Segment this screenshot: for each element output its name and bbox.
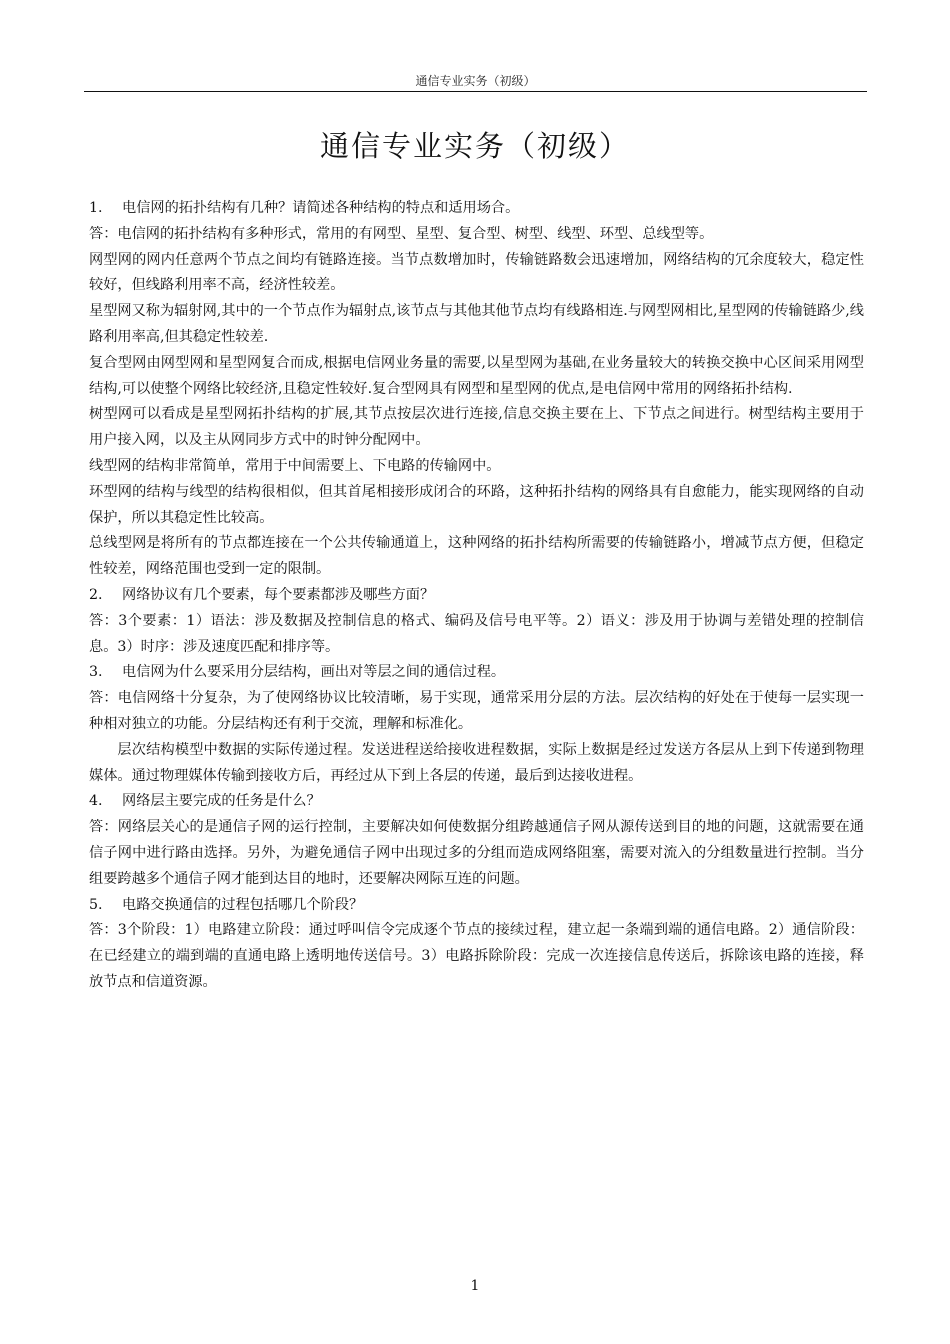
question-number: 5. xyxy=(89,896,103,913)
question-number: 2. xyxy=(89,586,103,603)
question-text: 电信网的拓扑结构有几种？请简述各种结构的特点和适用场合。 xyxy=(122,200,520,216)
answer-paragraph: 总线型网是将所有的节点都连接在一个公共传输通道上，这种网络的拓扑结构所需要的传输链路小，增减节点方便，但稳定性较差，网络范围也受到一定的限制。 xyxy=(89,535,864,578)
answer-paragraph: 答：网络层关心的是通信子网的运行控制，主要解决如何使数据分组跨越通信子网从源传送到目的地的问题，这就需要在通信子网中进行路由选择。另外，为避免通信子网中出现过多的分组而造成网络阻塞，需要对流入的分组数量进行控制。当分组要跨越多个通信子网才能到达目的地时，还要解决网际互连的问题。 xyxy=(89,819,864,887)
page-number: 1 xyxy=(470,1278,480,1294)
question-text: 网络协议有几个要素，每个要素都涉及哪些方面？ xyxy=(122,586,435,603)
question-4 xyxy=(89,789,864,815)
answer-paragraph: 答：3个阶段：1）电路建立阶段：通过呼叫信令完成逐个节点的接续过程，建立起一条端到端的通信电路。2）通信阶段：在已经建立的端到端的直通电路上透明地传送信号。3）电路拆除阶段：完成一次连接信息传送后，拆除该电路的连接，释放节点和信道资源。 xyxy=(89,922,864,990)
question-text: 网络层主要完成的任务是什么？ xyxy=(122,793,321,810)
answer-paragraph: 层次结构模型中数据的实际传递过程。发送进程送给接收进程数据，实际上数据是经过发送方各层从上到下传递到物理媒体。通过物理媒体传输到接收方后，再经过从下到上各层的传递，最后到达接收进程。 xyxy=(89,741,864,784)
question-number: 1. xyxy=(89,200,103,216)
answer-paragraph: 答：3个要素：1）语法：涉及数据及控制信息的格式、编码及信号电平等。2）语义：涉及用于协调与差错处理的控制信息。3）时序：涉及速度匹配和排序等。 xyxy=(89,612,864,655)
question-number: 3. xyxy=(89,664,103,681)
question-2 xyxy=(89,583,864,609)
header-rule xyxy=(84,91,867,92)
answer-paragraph: 答：电信网络十分复杂，为了使网络协议比较清晰，易于实现，通常采用分层的方法。层次结构的好处在于使每一层实现一种相对独立的功能。分层结构还有利于交流，理解和标准化。 xyxy=(89,690,864,732)
answer-paragraph: 网型网的网内任意两个节点之间均有链路连接。当节点数增加时，传输链路数会迅速增加，网络结构的冗余度较大，稳定性较好，但线路利用率不高，经济性较差。 xyxy=(89,251,864,294)
question-text: 电路交换通信的过程包括哪几个阶段？ xyxy=(122,896,364,913)
question-number: 4. xyxy=(89,793,103,810)
answer-paragraph: 星型网又称为辐射网,其中的一个节点作为辐射点,该节点与其他其他节点均有线路相连.与网型网相比,星型网的传输链路少,线路利用率高,但其稳定性较差. xyxy=(89,303,864,345)
answer-paragraph: 环型网的结构与线型的结构很相似，但其首尾相接形成闭合的环路，这种拓扑结构的网络具有自愈能力，能实现网络的自动保护，所以其稳定性比较高。 xyxy=(89,483,864,526)
question-text: 电信网为什么要采用分层结构，画出对等层之间的通信过程。 xyxy=(122,664,506,681)
document-title: 通信专业实务（初级） xyxy=(319,129,630,163)
document-body xyxy=(89,196,864,996)
answer-paragraph: 树型网可以看成是星型网拓扑结构的扩展,其节点按层次进行连接,信息交换主要在上、下节点之间进行。树型结构主要用于用户接入网，以及主从网同步方式中的时钟分配网中。 xyxy=(89,406,864,449)
answer-paragraph: 答：电信网的拓扑结构有多种形式，常用的有网型、星型、复合型、树型、线型、环型、总线型等。 xyxy=(89,225,714,242)
running-header: 通信专业实务（初级） xyxy=(415,74,536,88)
answer-paragraph: 复合型网由网型网和星型网复合而成,根据电信网业务量的需要,以星型网为基础,在业务量较大的转换交换中心区间采用网型结构,可以使整个网络比较经济,且稳定性较好.复合型网具有网型和星型网的优点,是电信网中常用的网络拓扑结构. xyxy=(89,354,864,397)
question-1 xyxy=(89,196,864,222)
question-3 xyxy=(89,660,864,686)
question-5 xyxy=(89,893,864,919)
answer-paragraph: 线型网的结构非常简单，常用于中间需要上、下电路的传输网中。 xyxy=(89,457,501,474)
